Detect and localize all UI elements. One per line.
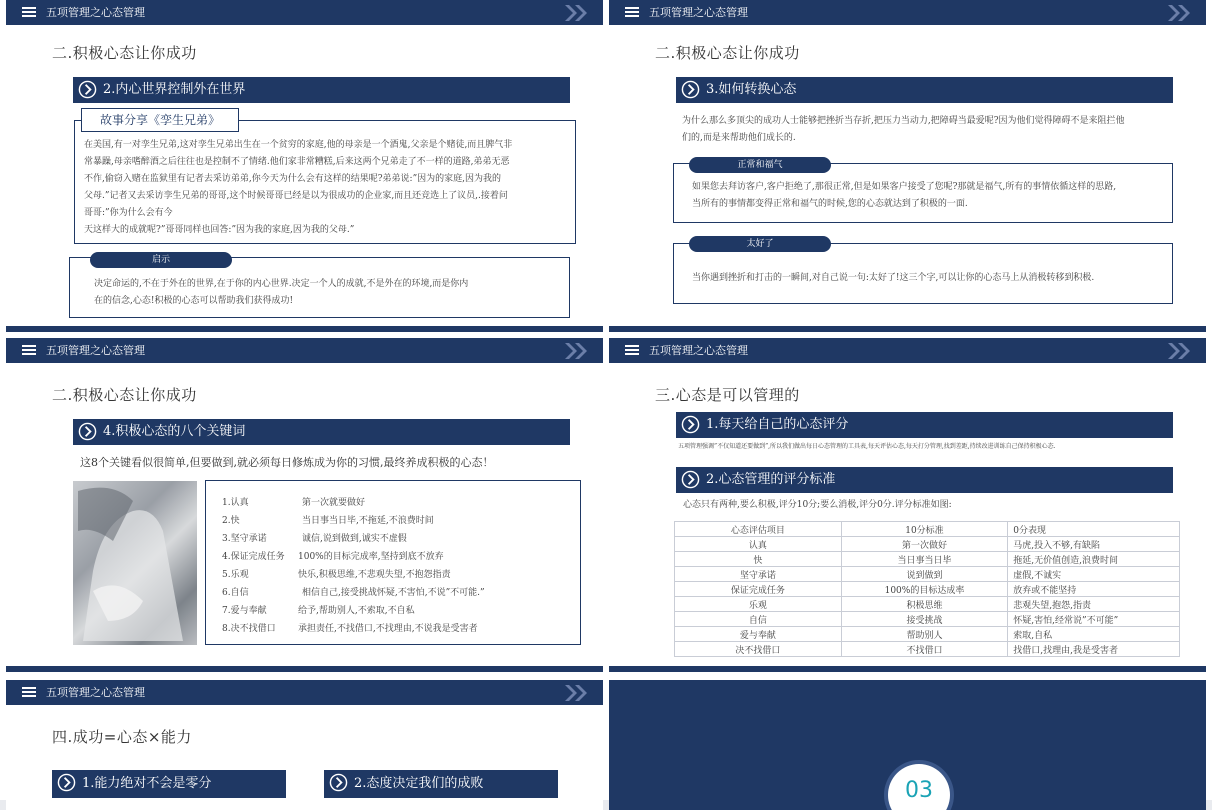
menu-icon bbox=[22, 343, 36, 357]
keyword-term: 4.保证完成任务 bbox=[222, 552, 285, 562]
section-bar-2 bbox=[324, 770, 558, 798]
slide-heading: 二.积极心态让你成功 bbox=[655, 44, 800, 62]
slide-header bbox=[609, 338, 1206, 363]
section-badge bbox=[888, 764, 950, 810]
chevron-circle-icon bbox=[57, 773, 76, 792]
keyword-desc: 相信自己,接受挑战怀疑,不害怕,不说”不可能.” bbox=[302, 588, 485, 598]
table-row bbox=[675, 537, 1180, 552]
table-cell: 积极思维 bbox=[841, 597, 1008, 612]
table-header-cell: 心态评估项目 bbox=[675, 522, 842, 537]
table-row bbox=[675, 552, 1180, 567]
intro-line: 们的,而是来帮助他们成长的. bbox=[682, 133, 796, 143]
section-bar bbox=[73, 419, 570, 445]
box-line: 当所有的事情都变得正常和福气的时候,您的心态就达到了积极的一面. bbox=[692, 199, 968, 209]
slide-thumbnail-6[interactable] bbox=[609, 680, 1206, 810]
section-bar-label: 3.如何转换心态 bbox=[706, 82, 797, 97]
slide-footer-bar bbox=[609, 666, 1206, 672]
menu-icon bbox=[22, 685, 36, 699]
slide-thumbnail-2[interactable] bbox=[609, 0, 1206, 332]
table-cell: 接受挑战 bbox=[841, 612, 1008, 627]
chevron-circle-icon bbox=[681, 470, 700, 489]
section-bar-label: 2.心态管理的评分标准 bbox=[706, 472, 836, 487]
table-cell: 悲观失望,抱怨,指责 bbox=[1008, 597, 1180, 612]
slide-heading: 四.成功=心态×能力 bbox=[52, 728, 192, 746]
box-line: 如果您去拜访客户,客户拒绝了,那很正常,但是如果客户接受了您呢?那就是福气,所有的事情依循这样的思路, bbox=[692, 182, 1117, 192]
table-cell: 保证完成任务 bbox=[675, 582, 842, 597]
chevron-circle-icon bbox=[681, 415, 700, 434]
slide-header bbox=[6, 338, 603, 363]
table-cell: 不找借口 bbox=[841, 642, 1008, 657]
table-cell: 找借口,找理由,我是受害者 bbox=[1008, 642, 1180, 657]
great-text: 当你遇到挫折和打击的一瞬间,对自己说一句:太好了!这三个字,可以让你的心态马上从消极转移到积极. bbox=[692, 273, 1095, 283]
header-title: 五项管理之心态管理 bbox=[46, 686, 145, 699]
keyword-term: 6.自信 bbox=[222, 588, 249, 598]
section-bar-label: 4.积极心态的八个关键词 bbox=[103, 424, 246, 439]
chevron-circle-icon bbox=[78, 422, 97, 441]
scoring-rule: 心态只有两种,要么积极,评分10分;要么消极,评分0分.评分标准如图: bbox=[683, 500, 952, 510]
normal-blessing-pill: 正常和福气 bbox=[689, 157, 831, 173]
intro-line: 为什么那么多顶尖的成功人士能够把挫折当存折,把压力当动力,把障碍当最爱呢?因为他们觉得障碍不是来阻拦他 bbox=[682, 116, 1125, 126]
table-row bbox=[675, 597, 1180, 612]
section-bar-2 bbox=[676, 467, 1173, 493]
intro-text bbox=[682, 113, 1177, 147]
slide-thumbnail-1[interactable] bbox=[6, 0, 603, 332]
double-chevron-icon bbox=[563, 684, 591, 702]
story-line: 常暴躁,母亲嗜醉酒之后往往也是控制不了情绪.他们家非常糟糕,后来这两个兄弟走了不一样的道路,弟弟无恶 bbox=[84, 157, 510, 167]
slide-thumbnail-5[interactable] bbox=[6, 680, 603, 810]
slide-footer-bar bbox=[609, 326, 1206, 332]
header-title: 五项管理之心态管理 bbox=[649, 344, 748, 357]
section-bar-label: 2.态度决定我们的成败 bbox=[354, 776, 484, 791]
table-cell: 100%的目标达成率 bbox=[841, 582, 1008, 597]
slide-heading: 二.积极心态让你成功 bbox=[52, 386, 197, 404]
keyword-term: 2.快 bbox=[222, 516, 240, 526]
header-title: 五项管理之心态管理 bbox=[46, 6, 145, 19]
table-row bbox=[675, 567, 1180, 582]
table-row bbox=[675, 582, 1180, 597]
table-cell: 认真 bbox=[675, 537, 842, 552]
keyword-desc: 给予,帮助别人,不索取,不自私 bbox=[298, 606, 415, 616]
statue-photo bbox=[73, 481, 197, 645]
menu-icon bbox=[625, 5, 639, 19]
chevron-circle-icon bbox=[681, 80, 700, 99]
chevron-circle-icon bbox=[78, 80, 97, 99]
section-bar bbox=[73, 77, 570, 103]
story-line: 父母.”记者又去采访孪生兄弟的哥哥,这个时候哥哥已经是以为很成功的企业家,而且还竞选上了议员,.接着问 bbox=[84, 191, 508, 201]
table-cell: 虚假,不诚实 bbox=[1008, 567, 1180, 582]
scoring-table bbox=[674, 521, 1180, 657]
table-cell: 怀疑,害怕,经常说”不可能” bbox=[1008, 612, 1180, 627]
story-line: 不作,偷窃入赌在监狱里有记者去采访弟弟,你今天为什么会有这样的结果呢?弟弟说:”因为的家庭,因为我的 bbox=[84, 174, 502, 184]
keyword-term: 7.爱与奉献 bbox=[222, 606, 267, 616]
slide-thumbnail-3[interactable] bbox=[6, 338, 603, 672]
slide-heading: 二.积极心态让你成功 bbox=[52, 44, 197, 62]
table-header-cell: 10分标准 bbox=[841, 522, 1008, 537]
table-header-row bbox=[675, 522, 1180, 537]
table-row bbox=[675, 612, 1180, 627]
slide-header bbox=[609, 0, 1206, 25]
chevron-circle-icon bbox=[329, 773, 348, 792]
table-cell: 爱与奉献 bbox=[675, 627, 842, 642]
tip-line: 决定命运的,不在于外在的世界,在于你的内心世界.决定一个人的成就,不是外在的环境,而是你内 bbox=[94, 279, 469, 289]
statue-image bbox=[73, 481, 197, 645]
table-cell: 第一次做好 bbox=[841, 537, 1008, 552]
story-tag: 故事分享《孪生兄弟》 bbox=[81, 108, 239, 132]
tip-text bbox=[94, 276, 564, 310]
slide-header bbox=[6, 0, 603, 25]
header-title: 五项管理之心态管理 bbox=[46, 344, 145, 357]
section-bar-1 bbox=[676, 412, 1173, 438]
section-bar-label: 2.内心世界控制外在世界 bbox=[103, 82, 246, 97]
story-line: 哥哥:”你为什么会有今 bbox=[84, 208, 173, 218]
table-header-cell: 0分表现 bbox=[1008, 522, 1180, 537]
menu-icon bbox=[625, 343, 639, 357]
table-cell: 乐观 bbox=[675, 597, 842, 612]
section-number: 03 bbox=[905, 778, 933, 803]
normal-blessing-text bbox=[692, 179, 1170, 213]
tip-pill: 启示 bbox=[90, 252, 232, 268]
story-text bbox=[84, 137, 574, 239]
table-cell: 索取,自私 bbox=[1008, 627, 1180, 642]
keyword-term: 8.决不找借口 bbox=[222, 624, 276, 634]
keyword-desc: 当日事当日毕,不拖延,不浪费时间 bbox=[302, 516, 434, 526]
table-cell: 说到做到 bbox=[841, 567, 1008, 582]
small-note: 五项管理强调”不仅知道还要做到”,所以我们做出每日心态管理的工具表,每天评估心态,每天打分管理,找到差距,持续改进训练自己保持积极心态. bbox=[678, 443, 1056, 450]
keyword-term: 3.坚守承诺 bbox=[222, 534, 267, 544]
double-chevron-icon bbox=[563, 4, 591, 22]
keyword-desc: 第一次就要做好 bbox=[302, 498, 366, 508]
table-cell: 拖延,无价值创造,浪费时间 bbox=[1008, 552, 1180, 567]
menu-icon bbox=[22, 5, 36, 19]
slide-heading: 三.心态是可以管理的 bbox=[655, 386, 800, 404]
slide-thumbnail-4[interactable] bbox=[609, 338, 1206, 672]
table-row bbox=[675, 627, 1180, 642]
section-bar bbox=[676, 77, 1173, 103]
table-cell: 马虎,投入不够,有缺陷 bbox=[1008, 537, 1180, 552]
double-chevron-icon bbox=[1166, 4, 1194, 22]
tip-line: 在的信念,心态!积极的心态可以帮助我们获得成功! bbox=[94, 296, 294, 306]
table-cell: 坚守承诺 bbox=[675, 567, 842, 582]
table-cell: 当日事当日毕 bbox=[841, 552, 1008, 567]
double-chevron-icon bbox=[1166, 342, 1194, 360]
slide-footer-bar bbox=[6, 326, 603, 332]
keyword-desc: 承担责任,不找借口,不找理由,不说我是受害者 bbox=[298, 624, 478, 634]
section-bar-1 bbox=[52, 770, 286, 798]
slide-footer-bar bbox=[6, 666, 603, 672]
story-line: 天这样大的成就呢?”哥哥同样也回答:”因为我的家庭,因为我的父母.” bbox=[84, 225, 355, 235]
header-title: 五项管理之心态管理 bbox=[649, 6, 748, 19]
story-line: 在美国,有一对孪生兄弟,这对孪生兄弟出生在一个贫穷的家庭,他的母亲是一个酒鬼,父亲是个赌徒,而且脾气非 bbox=[84, 140, 513, 150]
table-cell: 自信 bbox=[675, 612, 842, 627]
table-row bbox=[675, 642, 1180, 657]
double-chevron-icon bbox=[563, 342, 591, 360]
keyword-desc: 快乐,积极思维,不悲观失望,不抱怨指责 bbox=[298, 570, 451, 580]
great-pill: 太好了 bbox=[689, 236, 831, 252]
slide-header bbox=[6, 680, 603, 705]
keyword-desc: 100%的目标完成率,坚持到底不放弃 bbox=[298, 552, 444, 562]
section-bar-label: 1.能力绝对不会是零分 bbox=[82, 776, 212, 791]
section-bar-label: 1.每天给自己的心态评分 bbox=[706, 417, 849, 432]
table-cell: 决不找借口 bbox=[675, 642, 842, 657]
table-cell: 快 bbox=[675, 552, 842, 567]
keyword-term: 5.乐观 bbox=[222, 570, 249, 580]
keyword-term: 1.认真 bbox=[222, 498, 249, 508]
keywords-intro: 这8个关键看似很简单,但要做到,就必须每日修炼成为你的习惯,最终养成积极的心态！ bbox=[80, 456, 494, 469]
keyword-desc: 诚信,说到做到,诚实不虚假 bbox=[302, 534, 407, 544]
table-cell: 帮助别人 bbox=[841, 627, 1008, 642]
table-cell: 放弃或不能坚持 bbox=[1008, 582, 1180, 597]
